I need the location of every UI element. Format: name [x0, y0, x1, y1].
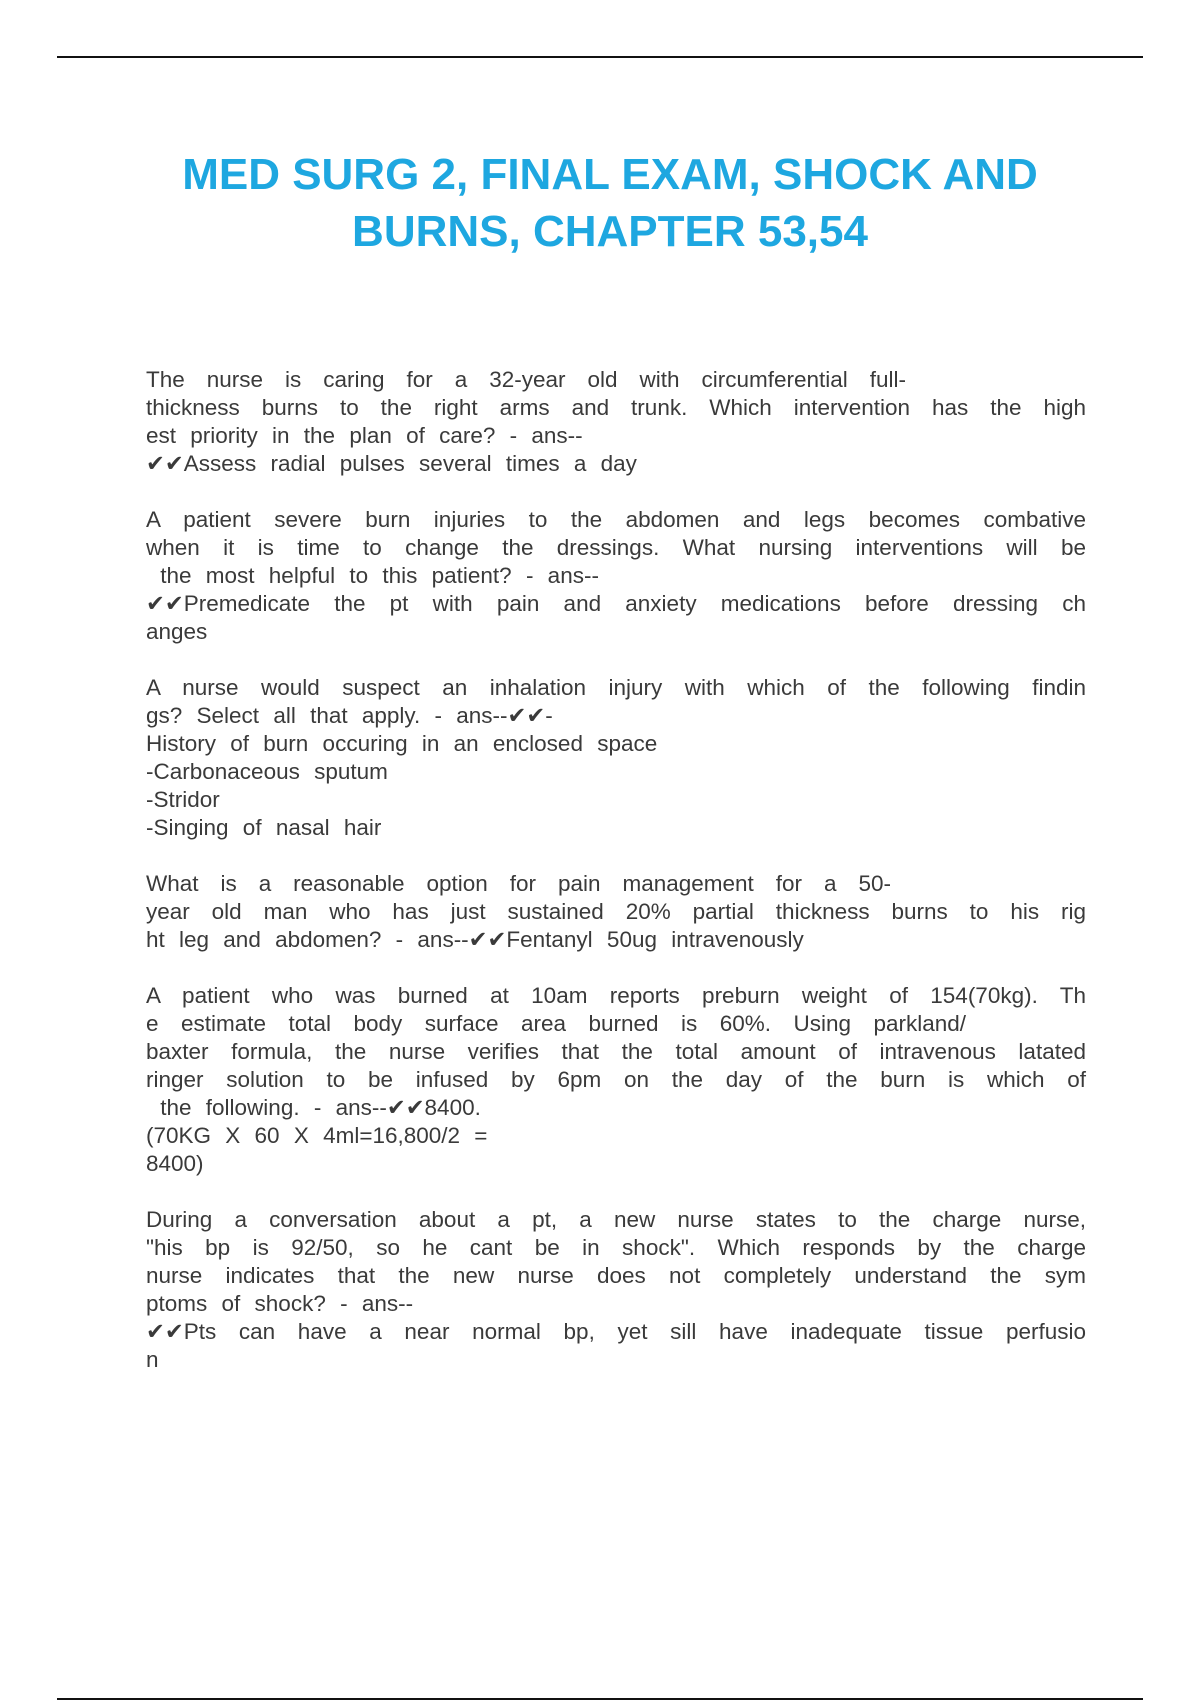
- question-1-line-2: thickness burns to the right arms and trunk. Which intervention has the high: [146, 395, 1086, 420]
- question-1-line-3: est priority in the plan of care? - ans--: [146, 423, 583, 448]
- question-6-line-3: nurse indicates that the new nurse does not completely understand the sym: [146, 1263, 1086, 1288]
- question-6-line-1: During a conversation about a pt, a new nurse states to the charge nurse,: [146, 1207, 1086, 1232]
- question-3-answer-1: History of burn occuring in an enclosed space: [146, 731, 658, 756]
- question-4-line-3: ht leg and abdomen? - ans--✔✔Fentanyl 50ug intravenously: [146, 927, 804, 952]
- question-list: [146, 366, 1086, 1402]
- question-3-answer-4: -Singing of nasal hair: [146, 815, 382, 840]
- document-title: [130, 146, 1090, 260]
- question-4-line-1: What is a reasonable option for pain management for a 50-: [146, 871, 891, 896]
- question-5-calc-2: 8400): [146, 1151, 204, 1176]
- title-line-2: BURNS, CHAPTER 53,54: [352, 207, 868, 256]
- question-2-line-1: A patient severe burn injuries to the abdomen and legs becomes combative: [146, 507, 1086, 532]
- top-rule: [57, 56, 1143, 58]
- question-2-line-2: when it is time to change the dressings. What nursing interventions will be: [146, 535, 1086, 560]
- question-2-line-3: the most helpful to this patient? - ans--: [146, 563, 599, 588]
- question-6-line-4: ptoms of shock? - ans--: [146, 1291, 414, 1316]
- question-2-answer-cont: anges: [146, 619, 208, 644]
- question-3-answer-3: -Stridor: [146, 787, 220, 812]
- question-1-answer: ✔✔Assess radial pulses several times a day: [146, 451, 637, 476]
- question-block-5: [146, 982, 1086, 1178]
- question-block-4: [146, 870, 1086, 954]
- question-6-answer: ✔✔Pts can have a near normal bp, yet sill have inadequate tissue perfusio: [146, 1319, 1086, 1344]
- question-3-answer-2: -Carbonaceous sputum: [146, 759, 388, 784]
- question-block-1: [146, 366, 1086, 478]
- question-3-line-2: gs? Select all that apply. - ans--✔✔-: [146, 703, 553, 728]
- question-5-line-2: e estimate total body surface area burned is 60%. Using parkland/: [146, 1011, 966, 1036]
- question-3-line-1: A nurse would suspect an inhalation injury with which of the following findin: [146, 675, 1086, 700]
- question-4-line-2: year old man who has just sustained 20% partial thickness burns to his rig: [146, 899, 1086, 924]
- title-line-1: MED SURG 2, FINAL EXAM, SHOCK AND: [182, 150, 1038, 199]
- question-6-line-2: "his bp is 92/50, so he cant be in shock". Which responds by the charge: [146, 1235, 1086, 1260]
- question-5-calc-1: (70KG X 60 X 4ml=16,800/2 =: [146, 1123, 488, 1148]
- question-5-line-1: A patient who was burned at 10am reports preburn weight of 154(70kg). Th: [146, 983, 1086, 1008]
- question-2-answer: ✔✔Premedicate the pt with pain and anxiety medications before dressing ch: [146, 591, 1086, 616]
- question-6-answer-cont: n: [146, 1347, 159, 1372]
- question-block-3: [146, 674, 1086, 842]
- question-5-line-4: ringer solution to be infused by 6pm on the day of the burn is which of: [146, 1067, 1086, 1092]
- question-block-2: [146, 506, 1086, 646]
- question-block-6: [146, 1206, 1086, 1374]
- question-5-line-3: baxter formula, the nurse verifies that the total amount of intravenous latated: [146, 1039, 1086, 1064]
- question-5-answer: the following. - ans--✔✔8400.: [146, 1095, 481, 1120]
- question-1-line-1: The nurse is caring for a 32-year old with circumferential full-: [146, 367, 906, 392]
